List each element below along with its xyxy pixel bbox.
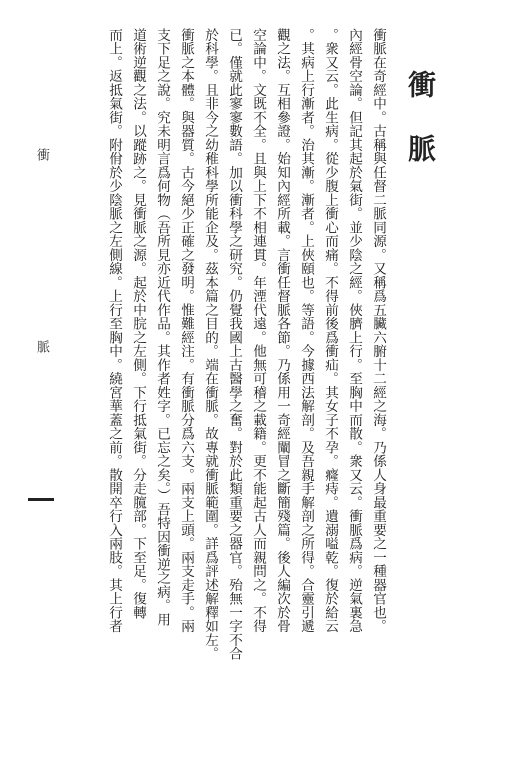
text-column: 。衆又云。此生病。從少腹上衝心而痛。不得前後爲衝疝。其女子不孕。癃痔。遺溺嗌乾。復於給云 xyxy=(322,28,338,633)
text-column: 道術逆觀之法。以蹤跡之。見衝脈之源。起於中脘之左側。下行抵氣街。分走臗部。下至足。復轉 xyxy=(130,28,146,620)
text-column: 而上。返抵氣街。附佾於少陰脈之左側線。上行至胸中。繞宮華蓋之前。散開卒行入兩肢。其上行者 xyxy=(106,28,122,633)
body-text xyxy=(57,28,387,728)
text-column: 已。僅就此寥寥數語。加以衝科學之研究。仍覺我國上古醫學之奮。對於此類重要之器官。殆無一字不合 xyxy=(226,28,242,661)
text-column: 衝脈之本體。與器質。古今絕少正確之發明。惟難經注。有衝脈分爲六支。兩支上頭。兩支走手。兩 xyxy=(178,28,194,633)
margin-header-label: 衝 xyxy=(34,148,49,161)
text-column: 支下足之說。究未明言爲何物（吾所見亦近代作品。其作者姓字。已忘之矣。）吾特因衝逆之病。用 xyxy=(154,28,170,627)
text-column: 衝脈在奇經中。古稱與任督二脈同源。又稱爲五臟六腑十二經之海。乃係人身最重要之一種器官也。 xyxy=(370,28,386,633)
text-column: 內經骨空論。但記其起於氣街。並少陰之經。俠臍上行。至胸中而散。衆又云。衝脈爲病。逆氣裏急 xyxy=(346,28,362,633)
text-column: 空論中。文既不全。且與上下不相連貫。年湮代遠。他無可稽之載籍。更不能起古人而親問之。不得 xyxy=(250,28,266,633)
text-column: 觀之法。互相參證。始知內經所載。言衝任督脈各節。乃係用一奇經闡冒之斷簡殘篇。後人編次於骨 xyxy=(274,28,290,633)
margin-header-label-2: 脈 xyxy=(34,340,49,353)
chapter-title: 衝脈 xyxy=(404,70,437,198)
text-column: 。其病上行漸者。治其漸。漸者。上俠頤也。等語。今據西法解剖。及吾親手解剖之所得。合靈引遞 xyxy=(298,28,314,633)
text-column: 於科學。且非今之幼稚科學所能企及。茲本篇之目的。端在衝脈。故專就衝脈範圍。詳爲評述解釋如左。 xyxy=(202,28,218,661)
page-number xyxy=(28,485,41,504)
